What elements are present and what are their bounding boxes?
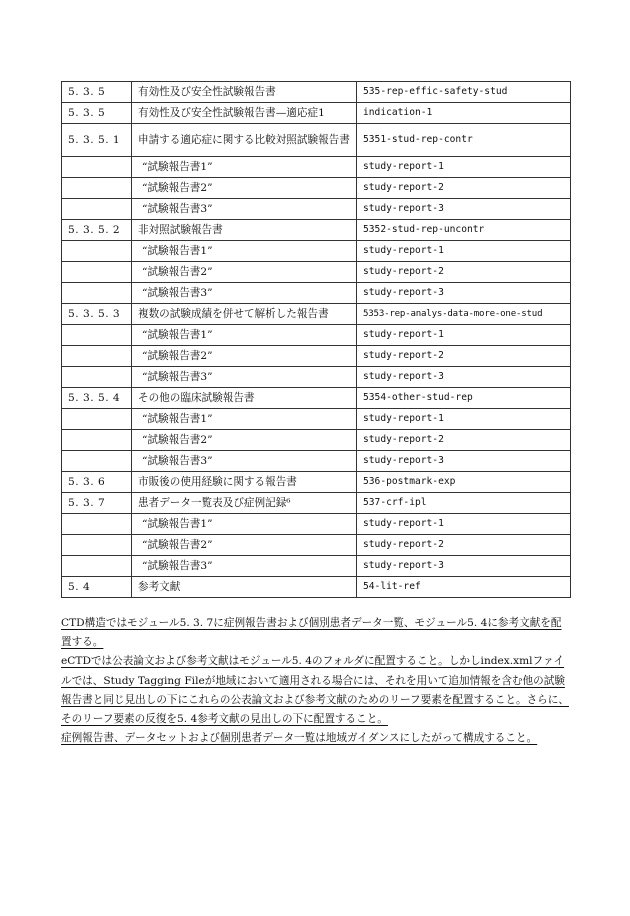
table-row (62, 325, 571, 346)
table-row (62, 346, 571, 367)
folder-name-cell: study-report-1 (357, 241, 571, 262)
folder-name-cell: study-report-2 (357, 346, 571, 367)
section-title-cell: 市販後の使用経験に関する報告書 (132, 472, 357, 493)
section-number-cell (62, 535, 132, 556)
table-row (62, 124, 571, 157)
folder-name-cell: study-report-3 (357, 451, 571, 472)
table-row (62, 283, 571, 304)
table-row (62, 157, 571, 178)
section-title-cell: 複数の試験成績を併せて解析した報告書 (132, 304, 357, 325)
ctd-structure-table (61, 81, 571, 598)
section-number-cell (62, 514, 132, 535)
folder-name-cell: study-report-1 (357, 325, 571, 346)
table-row (62, 451, 571, 472)
section-title-cell: その他の臨床試験報告書 (132, 388, 357, 409)
folder-name-cell: 536-postmark-exp (357, 472, 571, 493)
section-number-cell (62, 409, 132, 430)
table-row (62, 493, 571, 514)
section-number-cell: 5. 3. 5. 3 (62, 304, 132, 325)
section-title-cell: 非対照試験報告書 (132, 220, 357, 241)
table-row (62, 220, 571, 241)
section-title-cell: “試験報告書1” (132, 325, 357, 346)
section-number-cell (62, 430, 132, 451)
section-title-cell: 有効性及び安全性試験報告書 (132, 82, 357, 103)
note-paragraph-ctd: CTD構造ではモジュール5. 3. 7に症例報告書および個別患者データ一覧、モジュール5. 4に参考文献を配置する。 (61, 617, 562, 649)
folder-name-cell: study-report-1 (357, 409, 571, 430)
section-number-cell (62, 346, 132, 367)
section-title-cell: “試験報告書2” (132, 262, 357, 283)
section-number-cell: 5. 3. 5 (62, 103, 132, 124)
folder-name-cell: 5354-other-stud-rep (357, 388, 571, 409)
section-number-cell (62, 157, 132, 178)
section-title-cell: 参考文献 (132, 577, 357, 598)
table-row (62, 304, 571, 325)
section-number-cell: 5. 3. 5. 4 (62, 388, 132, 409)
table-row (62, 178, 571, 199)
section-number-cell (62, 178, 132, 199)
table-row (62, 367, 571, 388)
section-title-cell: “試験報告書3” (132, 367, 357, 388)
folder-name-cell: study-report-1 (357, 514, 571, 535)
section-number-cell: 5. 3. 5 (62, 82, 132, 103)
section-number-cell (62, 325, 132, 346)
note-paragraph-regional: 症例報告書、データセットおよび個別患者データ一覧は地域ガイダンスにしたがって構成すること。 (61, 732, 538, 745)
section-title-cell: “試験報告書1” (132, 157, 357, 178)
section-title-cell: “試験報告書2” (132, 430, 357, 451)
table-row (62, 103, 571, 124)
section-number-cell: 5. 3. 5. 1 (62, 124, 132, 157)
folder-name-cell: 5353-rep-analys-data-more-one-stud (357, 304, 571, 325)
section-number-cell: 5. 3. 5. 2 (62, 220, 132, 241)
table-row (62, 262, 571, 283)
folder-name-cell: study-report-3 (357, 283, 571, 304)
table-row (62, 430, 571, 451)
section-title-cell: “試験報告書3” (132, 556, 357, 577)
folder-name-cell: indication-1 (357, 103, 571, 124)
section-number-cell (62, 556, 132, 577)
section-title-cell: “試験報告書3” (132, 451, 357, 472)
table-row (62, 82, 571, 103)
section-title-cell: “試験報告書2” (132, 535, 357, 556)
table-row (62, 577, 571, 598)
section-title-cell: “試験報告書2” (132, 346, 357, 367)
folder-name-cell: study-report-2 (357, 178, 571, 199)
table-row (62, 388, 571, 409)
folder-name-cell: study-report-3 (357, 367, 571, 388)
table-row (62, 535, 571, 556)
section-title-cell: “試験報告書1” (132, 514, 357, 535)
folder-name-cell: study-report-2 (357, 430, 571, 451)
notes-section (61, 614, 571, 748)
section-title-cell: “試験報告書1” (132, 241, 357, 262)
section-title-cell: “試験報告書1” (132, 409, 357, 430)
table-row (62, 409, 571, 430)
folder-name-cell: 54-lit-ref (357, 577, 571, 598)
folder-name-cell: study-report-2 (357, 535, 571, 556)
section-title-cell: 有効性及び安全性試験報告書—適応症1 (132, 103, 357, 124)
folder-name-cell: 5352-stud-rep-uncontr (357, 220, 571, 241)
folder-name-cell: study-report-3 (357, 556, 571, 577)
section-number-cell (62, 367, 132, 388)
section-title-cell: “試験報告書2” (132, 178, 357, 199)
section-number-cell (62, 262, 132, 283)
section-title-cell: 申請する適応症に関する比較対照試験報告書 (132, 124, 357, 157)
section-number-cell: 5. 3. 7 (62, 493, 132, 514)
folder-name-cell: study-report-1 (357, 157, 571, 178)
folder-name-cell: study-report-2 (357, 262, 571, 283)
section-number-cell: 5. 3. 6 (62, 472, 132, 493)
folder-name-cell: 5351-stud-rep-contr (357, 124, 571, 157)
table-row (62, 199, 571, 220)
folder-name-cell: study-report-3 (357, 199, 571, 220)
folder-name-cell: 537-crf-ipl (357, 493, 571, 514)
section-number-cell (62, 199, 132, 220)
note-paragraph-ectd: eCTDでは公表論文および参考文献はモジュール5. 4のフォルダに配置すること。しかしindex.xmlファイルでは、Study Tagging Fileが地域において適用される場合には、それを用いて追加情報を含む他の試験報告書と同じ見出しの下にこれらの公表論文および参考文献のためのリーフ要素を配置すること。さらに、そのリーフ要素の反復を5. 4参考文献の見出しの下に配置すること。 (61, 655, 569, 726)
table-row (62, 241, 571, 262)
table-row (62, 556, 571, 577)
section-title-cell: “試験報告書3” (132, 199, 357, 220)
section-title-cell: 患者データ一覧表及び症例記録⁶ (132, 493, 357, 514)
section-number-cell (62, 241, 132, 262)
table-row (62, 514, 571, 535)
section-number-cell: 5. 4 (62, 577, 132, 598)
table-row (62, 472, 571, 493)
section-title-cell: “試験報告書3” (132, 283, 357, 304)
folder-name-cell: 535-rep-effic-safety-stud (357, 82, 571, 103)
section-number-cell (62, 451, 132, 472)
section-number-cell (62, 283, 132, 304)
